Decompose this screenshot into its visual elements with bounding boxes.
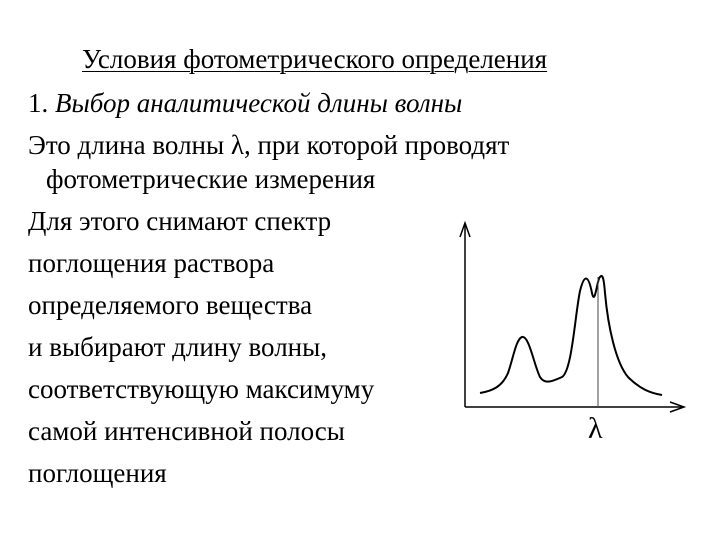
body-line: Для этого снимают спектр [28, 206, 332, 236]
list-item-1 [28, 88, 462, 118]
slide-title: Условия фотометрического определения [82, 44, 548, 74]
absorption-spectrum-figure [450, 215, 692, 415]
body-line: определяемого вещества [28, 290, 313, 320]
definition-line-1: Это длина волны λ, при которой проводят [28, 130, 510, 160]
lambda-label: λ [588, 412, 603, 445]
body-line: соответствующую максимуму [28, 374, 375, 404]
body-line: самой интенсивной полосы [28, 416, 345, 446]
spectrum-curve [480, 276, 662, 395]
definition-line-2: фотометрические измерения [46, 164, 376, 194]
list-item-number: 1. [28, 88, 55, 118]
body-line: поглощения раствора [28, 248, 275, 278]
body-line: и выбирают длину волны, [28, 332, 328, 362]
list-item-text: Выбор аналитической длины волны [55, 88, 463, 118]
body-line: поглощения [28, 458, 167, 488]
